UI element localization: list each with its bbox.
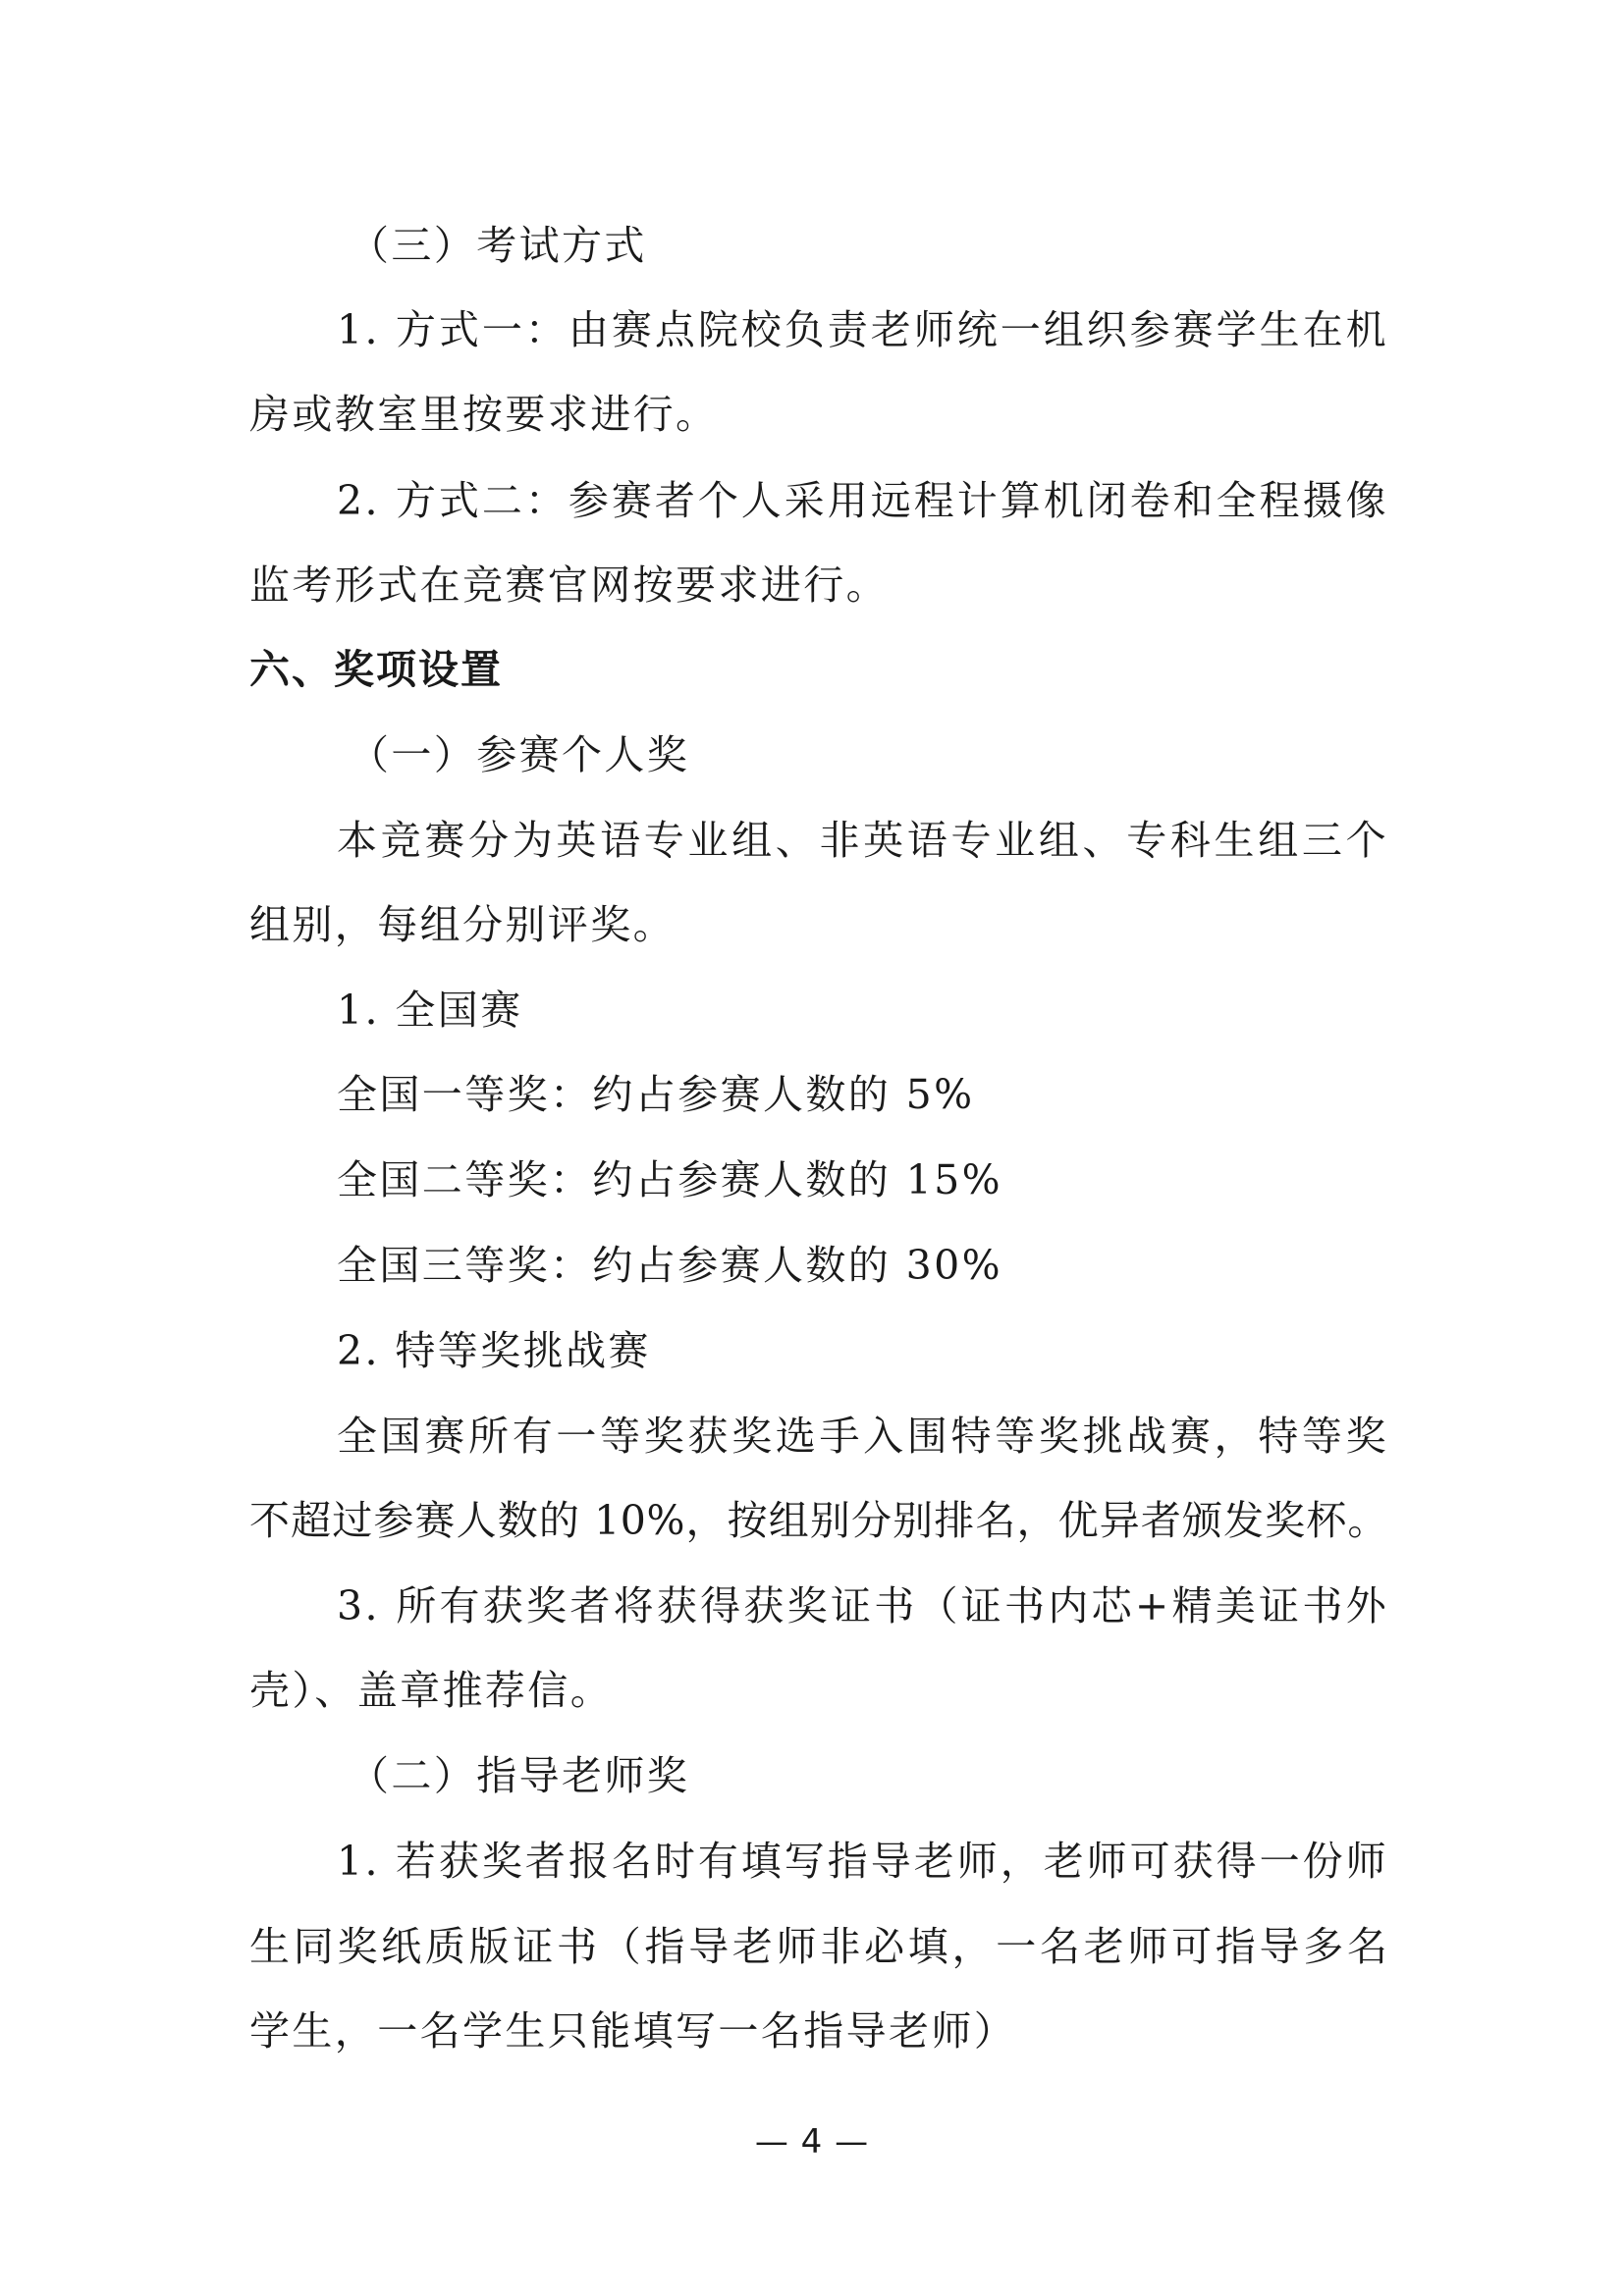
paragraph-special-challenge-line-2: 不超过参赛人数的 10%，按组别分别排名，优异者颁发奖杯。 bbox=[249, 1497, 1388, 1544]
list-item-national-contest: 1. 全国赛 bbox=[337, 987, 523, 1034]
paragraph-certificates-line-1: 3. 所有获奖者将获得获奖证书（证书内芯+精美证书外 bbox=[337, 1582, 1388, 1629]
subsection-heading-individual-award: （一）参赛个人奖 bbox=[349, 731, 690, 778]
paragraph-groups-line-2: 组别，每组分别评奖。 bbox=[249, 901, 676, 948]
award-first-prize: 全国一等奖：约占参赛人数的 5% bbox=[337, 1071, 975, 1118]
paragraph-method-one-line-1: 1. 方式一：由赛点院校负责老师统一组织参赛学生在机 bbox=[337, 306, 1388, 353]
paragraph-method-two-line-1: 2. 方式二：参赛者个人采用远程计算机闭卷和全程摄像 bbox=[337, 477, 1388, 524]
page-number: — 4 — bbox=[754, 2122, 870, 2162]
award-third-prize: 全国三等奖：约占参赛人数的 30% bbox=[337, 1242, 1002, 1289]
subsection-heading-exam-method: （三）考试方式 bbox=[349, 222, 647, 269]
paragraph-method-one-line-2: 房或教室里按要求进行。 bbox=[249, 391, 719, 438]
paragraph-teacher-award-line-3: 学生，一名学生只能填写一名指导老师） bbox=[249, 2007, 1017, 2055]
paragraph-teacher-award-line-1: 1. 若获奖者报名时有填写指导老师，老师可获得一份师 bbox=[337, 1838, 1388, 1885]
paragraph-teacher-award-line-2: 生同奖纸质版证书（指导老师非必填，一名老师可指导多名 bbox=[249, 1923, 1388, 1970]
subsection-heading-teacher-award: （二）指导老师奖 bbox=[349, 1752, 690, 1799]
paragraph-special-challenge-line-1: 全国赛所有一等奖获奖选手入围特等奖挑战赛，特等奖 bbox=[337, 1413, 1388, 1460]
list-item-special-challenge: 2. 特等奖挑战赛 bbox=[337, 1327, 651, 1374]
paragraph-groups-line-1: 本竞赛分为英语专业组、非英语专业组、专科生组三个 bbox=[337, 817, 1388, 864]
paragraph-certificates-line-2: 壳）、盖章推荐信。 bbox=[249, 1667, 614, 1714]
section-heading-awards: 六、奖项设置 bbox=[249, 646, 503, 693]
award-second-prize: 全国二等奖：约占参赛人数的 15% bbox=[337, 1156, 1002, 1203]
paragraph-method-two-line-2: 监考形式在竞赛官网按要求进行。 bbox=[249, 561, 889, 609]
